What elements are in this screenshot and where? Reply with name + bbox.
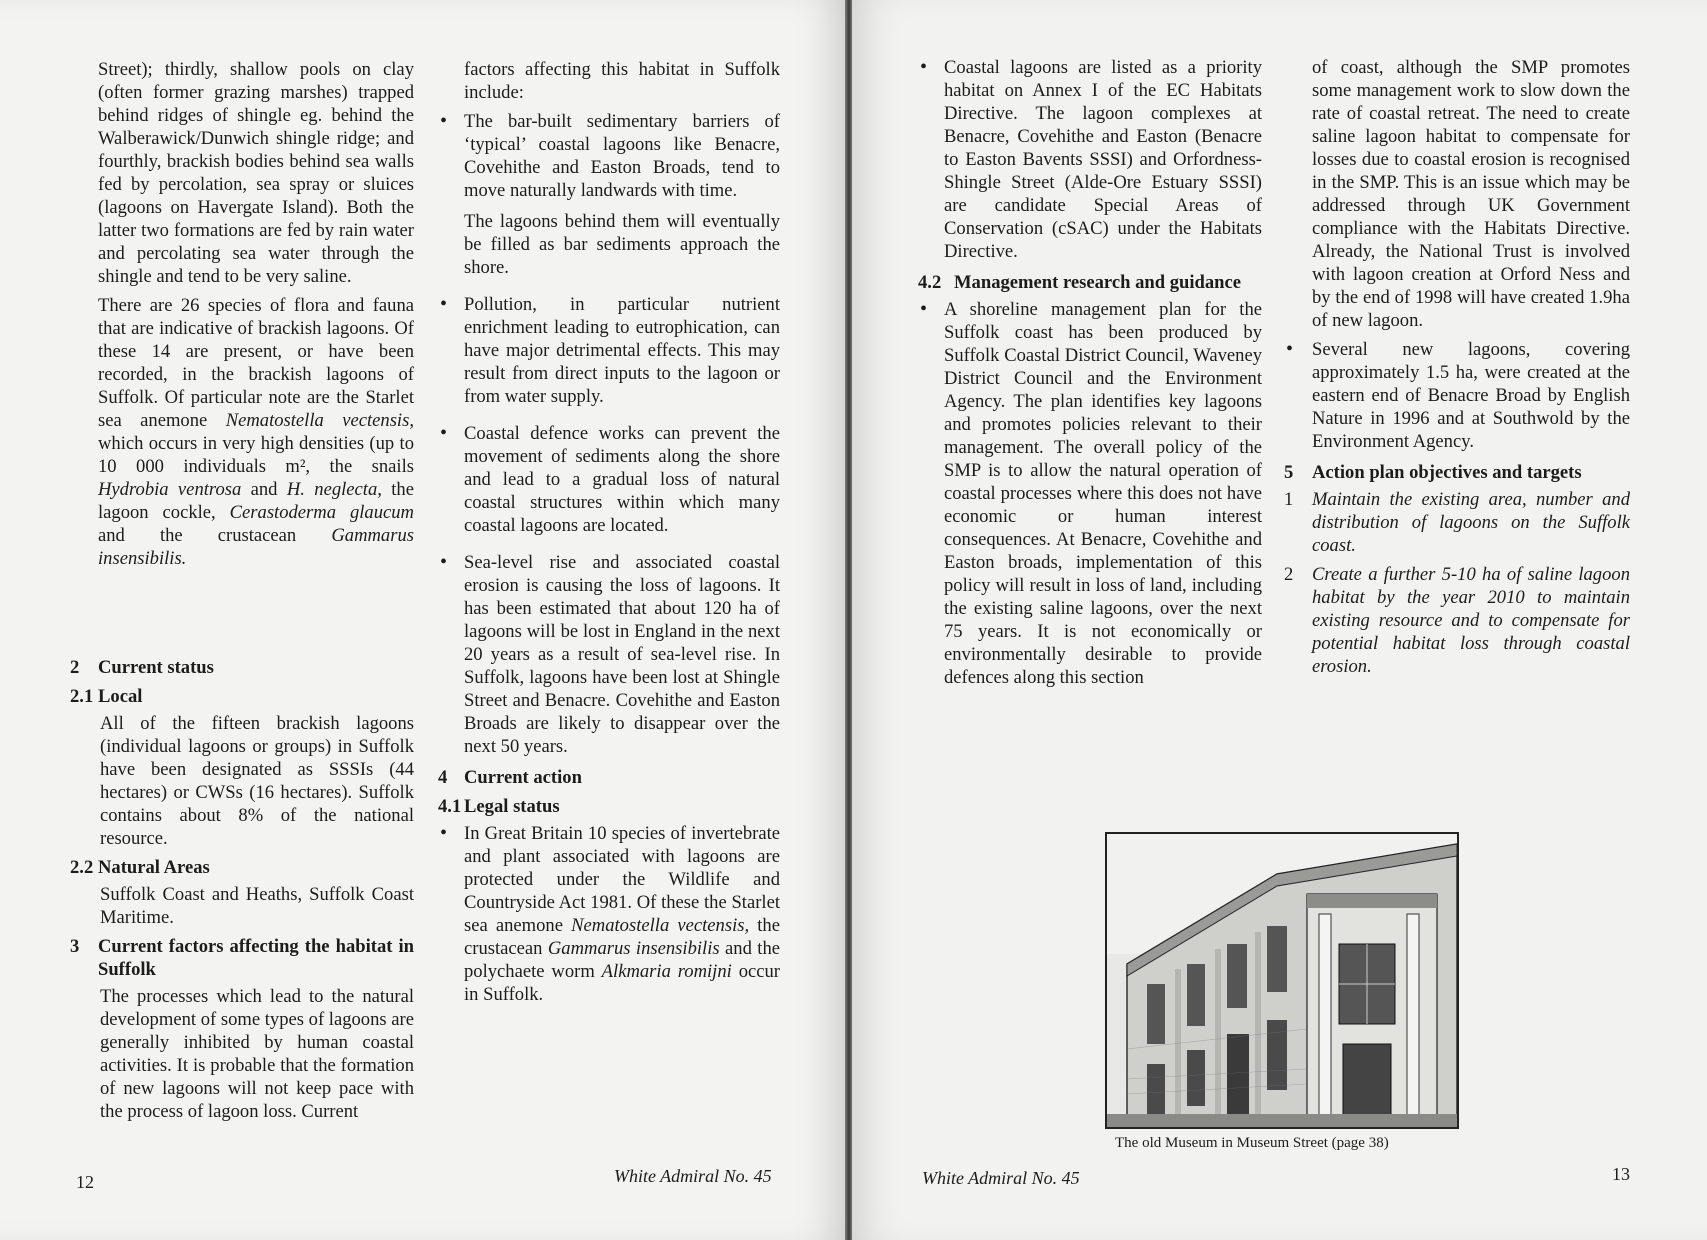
bullet-item: • In Great Britain 10 species of invertebrate and plant associated with lagoons are protected under the Wildlife and Countryside Act 1981. Of these the Starlet sea anemone Nematostella vectensis, the crustacean Gammarus insensibilis and the polychaete worm Alkmaria romijni occur in Suffolk. xyxy=(438,822,780,1006)
photo-caption: The old Museum in Museum Street (page 38) xyxy=(1115,1135,1389,1151)
bullet-item: • The bar-built sedimentary barriers of ‘typical’ coastal lagoons like Benacre, Covehithe and Easton Broads, tend to move naturally landwards with time. xyxy=(438,110,780,202)
bullet-item: • A shoreline management plan for the Suffolk coast has been produced by Suffolk Coastal District Council, Waveney District Council and the Environment Agency. The plan identifies key lagoons and promotes policies relevant to their management. The overall policy of the SMP is to allow the natural operation of coastal processes where this does not have economic or human interest consequences. At Benacre, Covehithe and Easton broads, implementation of this policy will result in loss of land, including the existing saline lagoons, over the next 75 years. It is not economically or environmentally desirable to provide defences along this section xyxy=(918,298,1262,689)
section-heading: 2.2 Natural Areas xyxy=(70,857,210,878)
section-heading: 4.1 Legal status xyxy=(438,796,560,817)
paragraph: The processes which lead to the natural development of some types of lagoons are generally inhibited by human coastal activities. It is probable that the formation of new lagoons will not keep pace with the process of lagoon loss. Current xyxy=(100,986,414,1122)
left-column-2 xyxy=(438,58,780,1014)
section-heading: 4 Current action xyxy=(438,767,582,788)
running-footer: White Admiral No. 45 xyxy=(614,1166,772,1186)
objective-item: 1 Maintain the existing area, number and distribution of lagoons on the Suffolk coast. xyxy=(1284,489,1630,556)
left-column-1-lower xyxy=(70,650,414,1129)
paragraph: Suffolk Coast and Heaths, Suffolk Coast Maritime. xyxy=(100,884,414,928)
paragraph: There are 26 species of flora and fauna that are indicative of brackish lagoons. Of these 14 are present, or have been recorded, in the brackish lagoons of Suffolk. Of particular note are the Starlet sea anemone Nematostella vectensis, which occurs in very high densities (up to 10 000 individuals m², the snails Hydrobia ventrosa and H. neglecta, the lagoon cockle, Cerastoderma glaucum and the crustacean Gammarus insensibilis. xyxy=(98,295,414,569)
page-number: 13 xyxy=(1612,1164,1630,1184)
right-column-2 xyxy=(1284,56,1630,684)
bullet-item: • Sea-level rise and associated coastal erosion is causing the loss of lagoons. It has been estimated that about 120 ha of lagoons will be lost in England in the next 20 years as a result of sea-level rise. In Suffolk, lagoons have been lost at Shingle Street and Benacre. Covehithe and Easton Broads are likely to disappear over the next 50 years. xyxy=(438,551,780,758)
page-number: 12 xyxy=(76,1172,94,1192)
right-column-1 xyxy=(918,56,1262,697)
paragraph: All of the fifteen brackish lagoons (individual lagoons or groups) in Suffolk have been designated as SSSIs (44 hectares) or CWSs (16 hectares). Suffolk contains about 8% of the national resource. xyxy=(100,713,414,849)
section-heading: 4.2 Management research and guidance xyxy=(918,272,1241,293)
bullet-item: • Coastal lagoons are listed as a priority habitat on Annex I of the EC Habitats Directive. The lagoon complexes at Benacre, Covehithe and Easton (Benacre to Easton Bavents SSSI) and Orfordness-Shingle Street (Alde-Ore Estuary SSSI) are candidate Special Areas of Conservation (cSAC) under the Habitats Directive. xyxy=(918,56,1262,263)
museum-photo xyxy=(1105,832,1459,1129)
section-heading: 2 Current status xyxy=(70,657,214,678)
left-column-1 xyxy=(98,58,414,576)
section-heading: 5 Action plan objectives and targets xyxy=(1284,462,1582,483)
objective-item: 2 Create a further 5-10 ha of saline lagoon habitat by the year 2010 to maintain existing resource and to compensate for potential habitat loss through coastal erosion. xyxy=(1284,564,1630,677)
section-heading: 3 Current factors affecting the habitat in Suffolk xyxy=(70,936,414,980)
running-footer: White Admiral No. 45 xyxy=(922,1168,1080,1188)
section-heading: 2.1 Local xyxy=(70,686,143,707)
bullet-item: • Several new lagoons, covering approximately 1.5 ha, were created at the eastern end of Benacre Broad by English Nature in 1996 and at Southwold by the Environment Agency. xyxy=(1284,338,1630,453)
bullet-item: • Coastal defence works can prevent the movement of sediments along the shore and lead to a gradual loss of natural coastal structures within which many coastal lagoons are located. xyxy=(438,422,780,537)
paragraph: Street); thirdly, shallow pools on clay (often former grazing marshes) trapped behind ridges of shingle eg. behind the Walberawick/Dunwich shingle ridge; and fourthly, brackish bodies behind sea walls fed by percolation, sea spray or sluices (lagoons on Havergate Island). Both the latter two formations are fed by rain water and percolating sea water through the shingle and tend to be very saline. xyxy=(98,59,414,287)
paragraph: factors affecting this habitat in Suffolk include: xyxy=(464,59,780,103)
bullet-item: • Pollution, in particular nutrient enrichment leading to eutrophication, can have major detrimental effects. This may result from direct inputs to the lagoon or from water supply. xyxy=(438,293,780,408)
paragraph: The lagoons behind them will eventually be filled as bar sediments approach the shore. xyxy=(464,211,780,278)
museum-building-illustration xyxy=(1107,834,1457,1127)
left-page xyxy=(0,0,846,1240)
paragraph: of coast, although the SMP promotes some management work to slow down the rate of coastal retreat. The need to create saline lagoon habitat to compensate for losses due to coastal erosion is recognised in the SMP. This is an issue which may be addressed through UK Government compliance with the Habitats Directive. Already, the National Trust is involved with lagoon creation at Orford Ness and by the end of 1998 will have created 1.9ha of new lagoon. xyxy=(1312,57,1630,331)
